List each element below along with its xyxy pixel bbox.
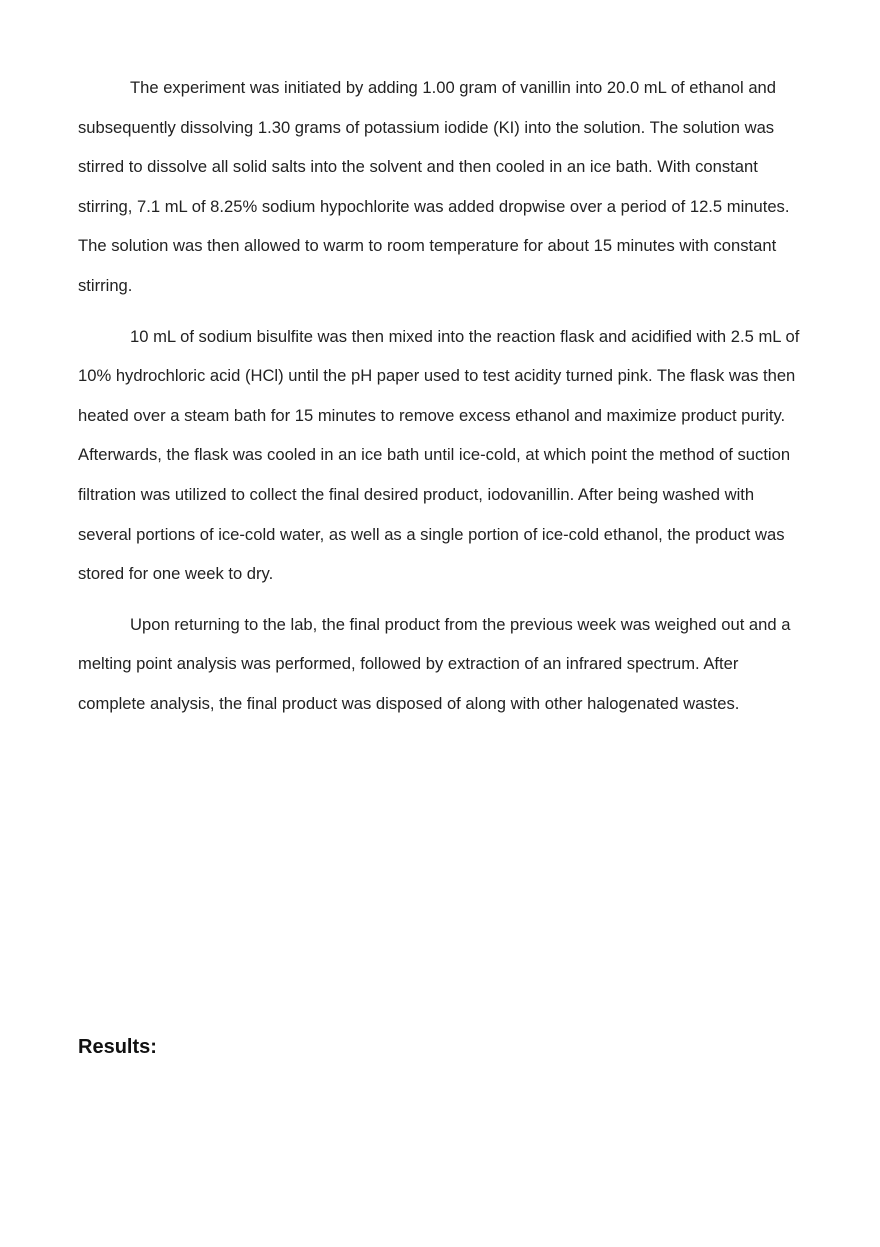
paragraph-1: The experiment was initiated by adding 1.00 gram of vanillin into 20.0 mL of ethanol and subsequently dissolving 1.30 grams of potassium iodide (KI) into the solution. The solution was stirred to dissolve all solid salts into the solvent and then cooled in an ice bath. With constant stirring, 7.1 mL of 8.25% sodium hypochlorite was added dropwise over a period of 12.5 minutes. The solution was then allowed to warm to room temperature for about 15 minutes with constant stirring. [78,78,790,295]
paragraph-3: Upon returning to the lab, the final product from the previous week was weighed out and a melting point analysis was performed, followed by extraction of an infrared spectrum. After complete analysis, the final product was disposed of along with other halogenated wastes. [78,614,791,713]
results-heading: Results: [78,1036,157,1058]
procedure-text [78,68,806,735]
paragraph-2: 10 mL of sodium bisulfite was then mixed into the reaction flask and acidified with 2.5 mL of 10% hydrochloric acid (HCl) until the pH paper used to test acidity turned pink. The flask was then heated over a steam bath for 15 minutes to remove excess ethanol and maximize product purity. Afterwards, the flask was cooled in an ice bath until ice-cold, at which point the method of suction filtration was utilized to collect the final desired product, iodovanillin. After being washed with several portions of ice-cold water, as well as a single portion of ice-cold ethanol, the product was stored for one week to dry. [78,326,800,584]
